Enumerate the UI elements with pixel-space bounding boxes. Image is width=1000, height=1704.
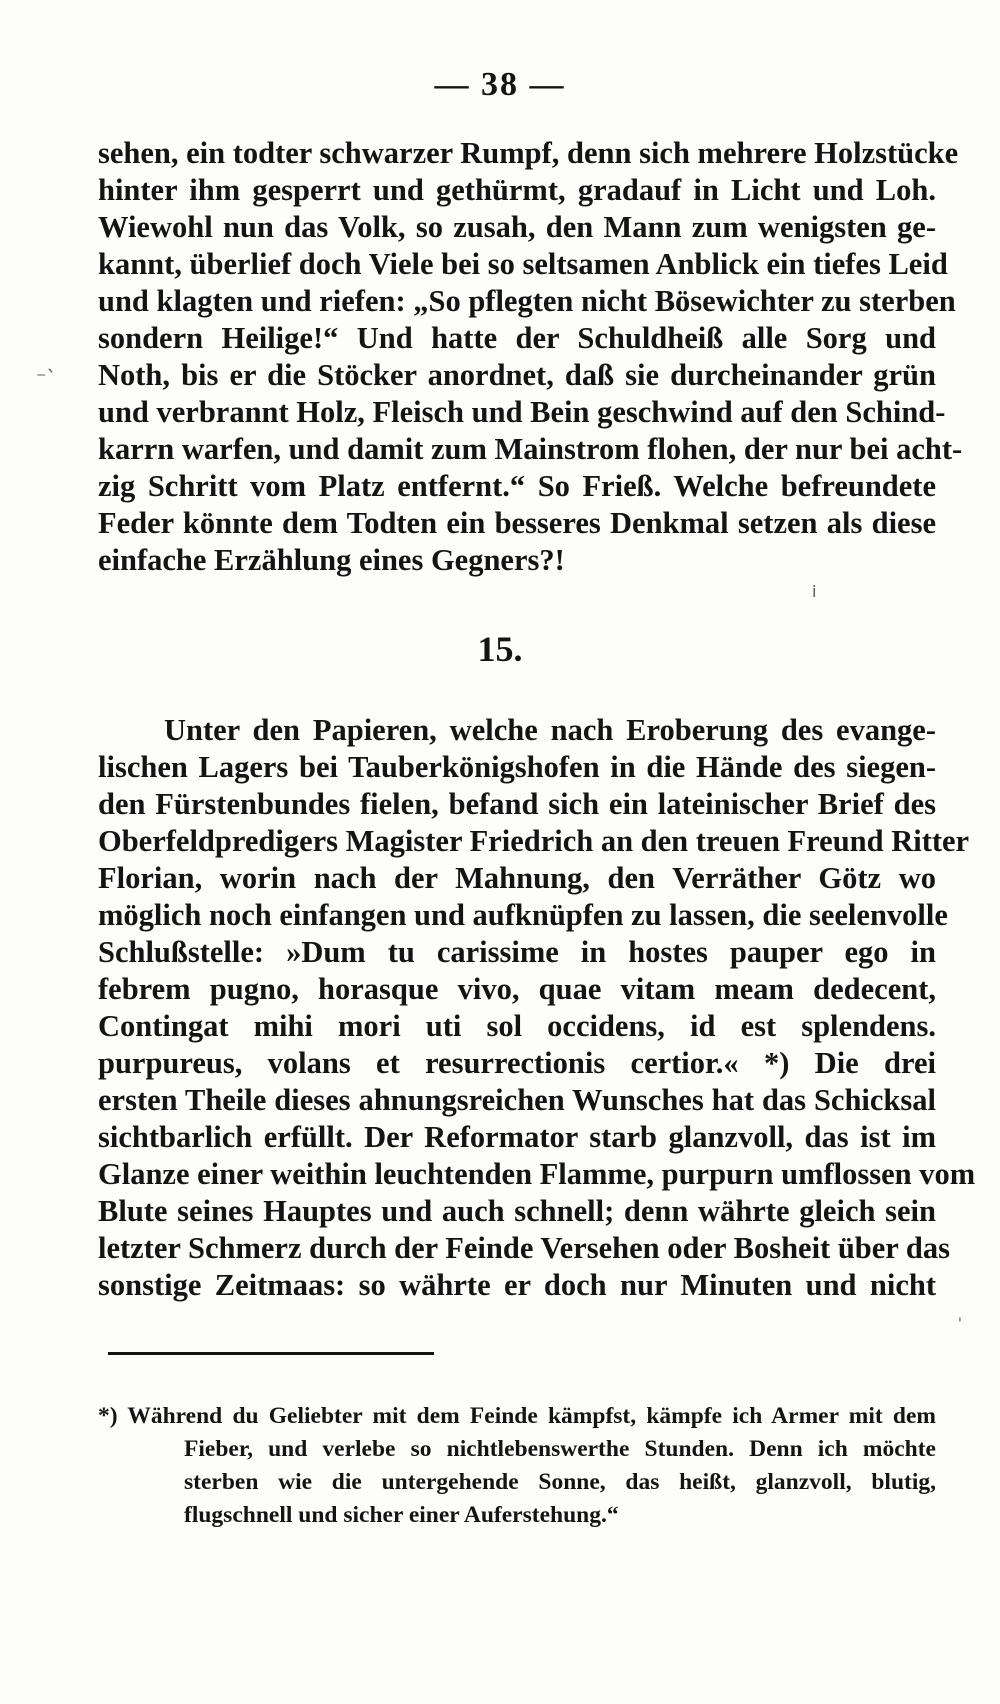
text-line: kannt, überlief doch Viele bei so seltsamen Anblick ein tiefes Leid <box>98 247 948 281</box>
text-line: sondern Heilige!“ Und hatte der Schuldheiß alle Sorg und <box>98 321 936 355</box>
text-line: ersten Theile dieses ahnungsreichen Wunsches hat das Schicksal <box>98 1083 936 1117</box>
text-line: zig Schritt vom Platz entfernt.“ So Frieß. Welche befreundete <box>98 469 936 503</box>
text-line: sichtbarlich erfüllt. Der Reformator starb glanzvoll, das ist im <box>98 1120 936 1154</box>
text-line: und verbrannt Holz, Fleisch und Bein geschwind auf den Schind- <box>98 395 946 429</box>
text-line: sonstige Zeitmaas: so währte er doch nur Minuten und nicht <box>98 1268 936 1302</box>
paragraph-continuation <box>98 135 963 579</box>
footnote-line: flugschnell und sicher einer Auferstehung.“ <box>184 1502 619 1528</box>
text-line: letzter Schmerz durch der Feinde Versehen oder Bosheit über das <box>98 1231 950 1265</box>
footnote-line: sterben wie die untergehende Sonne, das heißt, glanzvoll, blutig, <box>184 1469 936 1495</box>
text-line: den Fürstenbundes fielen, befand sich ein lateinischer Brief des <box>98 787 936 821</box>
text-line: hinter ihm gesperrt und gethürmt, gradauf in Licht und Loh. <box>98 173 936 207</box>
footnote-line: Fieber, und verlebe so nichtlebenswerthe Stunden. Denn ich möchte <box>184 1436 936 1462</box>
text-line: febrem pugno, horasque vivo, quae vitam meam dedecent, <box>98 972 936 1006</box>
footnote <box>98 1400 936 1532</box>
text-line: Noth, bis er die Stöcker anordnet, daß sie durcheinander grün <box>98 358 936 392</box>
text-line: und klagten und riefen: „So pflegten nicht Bösewichter zu sterben <box>98 284 956 318</box>
footnote-line: *) Während du Geliebter mit dem Feinde kämpfst, kämpfe ich Armer mit dem <box>98 1403 936 1429</box>
text-line: Schlußstelle: »Dum tu carissime in hostes pauper ego in <box>98 935 936 969</box>
text-line: Feder könnte dem Todten ein besseres Denkmal setzen als diese <box>98 506 936 540</box>
text-line: Wiewohl nun das Volk, so zusah, den Mann zum wenigsten ge- <box>98 210 936 244</box>
text-line: möglich noch einfangen und aufknüpfen zu lassen, die seelenvolle <box>98 898 948 932</box>
text-line: karrn warfen, und damit zum Mainstrom flohen, der nur bei acht- <box>98 432 963 466</box>
text-line: sehen, ein todter schwarzer Rumpf, denn sich mehrere Holzstücke <box>98 136 959 170</box>
text-line: Blute seines Hauptes und auch schnell; denn währte gleich sein <box>98 1194 936 1228</box>
text-line: Glanze einer weithin leuchtenden Flamme, purpurn umflossen vom <box>98 1157 976 1191</box>
text-line: Oberfeldpredigers Magister Friedrich an den treuen Freund Ritter <box>98 824 970 858</box>
margin-speck: ⅰ <box>812 582 817 601</box>
footnote-divider <box>108 1352 434 1355</box>
text-line: purpureus, volans et resurrectionis certior.« *) Die drei <box>98 1046 936 1080</box>
text-line: lischen Lagers bei Tauberkönigshofen in die Hände des siegen- <box>98 750 936 784</box>
section-paragraph <box>98 712 976 1304</box>
margin-speck: ⁻` <box>36 366 57 390</box>
page-number: — 38 — <box>434 66 566 103</box>
text-line: Unter den Papieren, welche nach Eroberung des evange- <box>164 713 936 747</box>
text-line: einfache Erzählung eines Gegners?! <box>98 543 565 577</box>
text-line: Florian, worin nach der Mahnung, den Verräther Götz wo <box>98 861 936 895</box>
margin-speck: ' <box>958 1316 962 1332</box>
section-heading: 15. <box>477 629 523 669</box>
text-line: Contingat mihi mori uti sol occidens, id est splendens. <box>98 1009 936 1043</box>
